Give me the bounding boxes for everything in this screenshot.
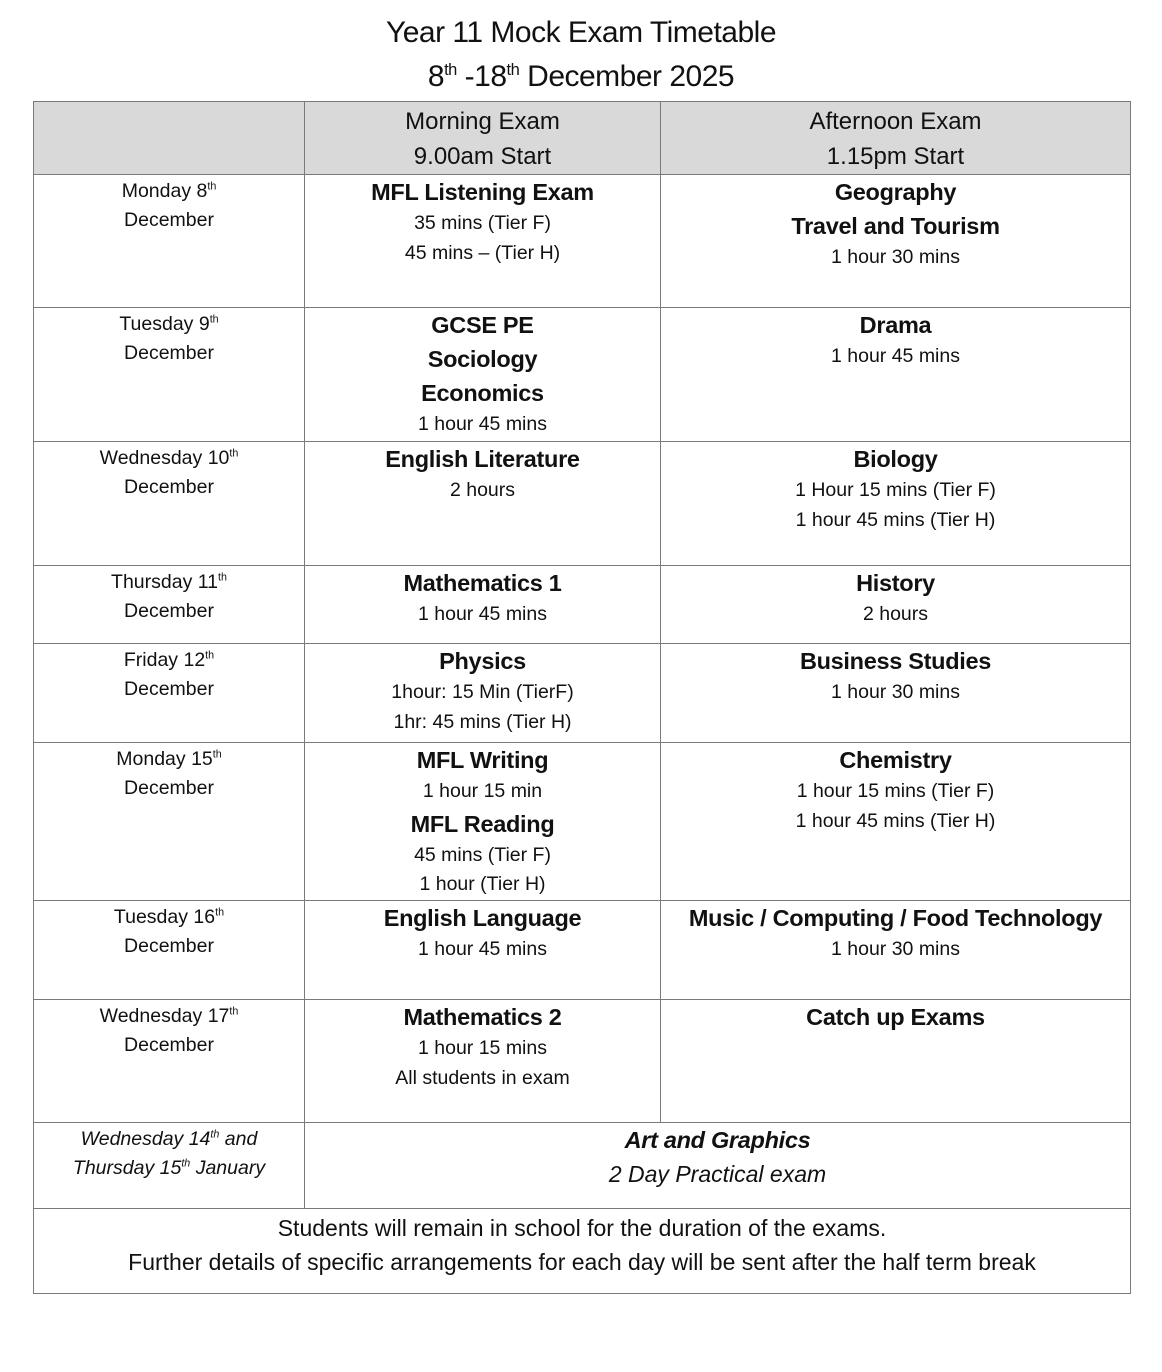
- table-row: [34, 901, 1131, 1000]
- morning-exam-cell: [305, 644, 661, 743]
- exam-duration: 35 mins (Tier F): [414, 212, 551, 234]
- day-ordinal-suffix: th: [205, 649, 215, 662]
- afternoon-exam-cell: [661, 1000, 1131, 1123]
- exam-duration: 1 hour 45 mins (Tier H): [795, 809, 996, 832]
- exam-duration: 1 hour (Tier H): [419, 873, 546, 895]
- day-month: December: [124, 1034, 214, 1056]
- table-row: [34, 308, 1131, 442]
- date-end-suffix: th: [506, 61, 520, 79]
- day-cell: [34, 175, 305, 308]
- exam-subject: MFL Reading: [410, 810, 555, 837]
- afternoon-exam-cell: [661, 566, 1131, 644]
- exam-duration: 1hour: 15 Min (TierF): [391, 681, 574, 703]
- day-weekday: [34, 444, 304, 473]
- exam-subject: History: [856, 570, 935, 596]
- day-cell: [34, 442, 305, 566]
- art-exam-cell: [305, 1123, 1131, 1209]
- day-weekday: [34, 903, 304, 932]
- exam-subject: MFL Listening Exam: [371, 179, 594, 205]
- day-weekday: [34, 646, 304, 675]
- exam-subject: Physics: [439, 648, 526, 674]
- art-day-2-date: Thursday 15: [72, 1157, 182, 1179]
- day-cell: [34, 644, 305, 743]
- exam-duration: 1 hour 15 min: [422, 780, 543, 802]
- day-month: December: [124, 209, 214, 231]
- exam-subject: Drama: [859, 312, 932, 338]
- art-exam-detail: 2 Day Practical exam: [608, 1161, 827, 1187]
- exam-duration: 1 hour 15 mins: [418, 1037, 547, 1059]
- morning-exam-cell: [305, 743, 661, 901]
- day-date: Tuesday 16: [113, 906, 216, 928]
- art-day-2-month: January: [190, 1157, 266, 1179]
- afternoon-exam-cell: [661, 442, 1131, 566]
- day-ordinal-suffix: th: [229, 1005, 239, 1018]
- day-date: Wednesday 17: [99, 1005, 230, 1027]
- afternoon-exam-cell: [661, 743, 1131, 901]
- day-cell: [34, 566, 305, 644]
- header-afternoon: [661, 102, 1131, 175]
- table-row: [34, 1000, 1131, 1123]
- morning-exam-cell: [305, 566, 661, 644]
- exam-duration: 1 hour 30 mins: [831, 938, 960, 960]
- date-month-year: December 2025: [519, 60, 735, 93]
- exam-duration: 1hr: 45 mins (Tier H): [393, 710, 572, 733]
- day-cell: [34, 308, 305, 442]
- morning-exam-cell: [305, 308, 661, 442]
- day-weekday: [34, 745, 304, 774]
- day-cell: [34, 901, 305, 1000]
- exam-duration: 45 mins – (Tier H): [404, 241, 561, 264]
- footer-line-1: Students will remain in school for the duration of the exams.: [277, 1215, 887, 1241]
- afternoon-start-time: 1.15pm Start: [826, 143, 965, 170]
- exam-duration: 2 hours: [862, 603, 929, 625]
- art-day-1-suffix: th: [210, 1128, 220, 1141]
- morning-exam-cell: [305, 442, 661, 566]
- day-cell: [34, 743, 305, 901]
- day-date: Friday 12: [123, 649, 206, 671]
- day-weekday: [34, 177, 304, 206]
- day-date: Thursday 11: [111, 571, 218, 593]
- day-date: Monday 15: [116, 748, 213, 770]
- exam-timetable: [33, 101, 1131, 1294]
- afternoon-label: Afternoon Exam: [809, 108, 982, 135]
- date-end: -18: [456, 60, 507, 93]
- day-weekday: [34, 310, 304, 339]
- day-ordinal-suffix: th: [229, 447, 239, 460]
- exam-subject: Mathematics 1: [403, 570, 562, 596]
- morning-label: Morning Exam: [405, 108, 560, 135]
- exam-subject: Chemistry: [839, 747, 952, 773]
- morning-exam-cell: [305, 1000, 661, 1123]
- day-date: Wednesday 10: [99, 447, 230, 469]
- exam-duration: 1 hour 45 mins: [831, 345, 960, 367]
- afternoon-exam-cell: [661, 308, 1131, 442]
- art-day-1-and: and: [219, 1128, 258, 1150]
- exam-duration: 1 hour 45 mins: [418, 603, 547, 625]
- header-blank-cell: [34, 102, 305, 175]
- art-day-1-date: Wednesday 14: [80, 1128, 211, 1150]
- morning-exam-cell: [305, 901, 661, 1000]
- afternoon-exam-cell: [661, 175, 1131, 308]
- exam-duration: 1 Hour 15 mins (Tier F): [795, 479, 996, 501]
- footer-note: [34, 1209, 1131, 1294]
- afternoon-exam-cell: [661, 644, 1131, 743]
- art-day-1: [34, 1125, 304, 1154]
- day-weekday: [34, 568, 304, 597]
- exam-subject: Catch up Exams: [806, 1004, 985, 1030]
- exam-subject: Business Studies: [799, 648, 992, 674]
- exam-subject: MFL Writing: [416, 747, 549, 773]
- exam-subject: Music / Computing / Food Technology: [688, 905, 1103, 931]
- page-subtitle-dates: [0, 60, 1162, 94]
- table-row: [34, 743, 1131, 901]
- day-ordinal-suffix: th: [215, 906, 225, 919]
- exam-duration: 2 hours: [449, 479, 516, 501]
- exam-subject: Biology: [853, 446, 938, 472]
- day-ordinal-suffix: th: [209, 313, 219, 326]
- morning-start-time: 9.00am Start: [413, 143, 552, 170]
- exam-subject: GCSE PE: [431, 312, 534, 338]
- footer-row: [34, 1209, 1131, 1294]
- day-weekday: [34, 1002, 304, 1031]
- art-day-2: [34, 1154, 304, 1183]
- day-cell: [34, 1000, 305, 1123]
- day-ordinal-suffix: th: [212, 748, 222, 761]
- table-row: [34, 566, 1131, 644]
- table-row: [34, 644, 1131, 743]
- exam-duration: 45 mins (Tier F): [414, 843, 551, 866]
- exam-subject: English Literature: [385, 446, 580, 472]
- art-exam-days: [34, 1123, 305, 1209]
- exam-duration: 1 hour 45 mins (Tier H): [795, 508, 996, 531]
- page-title: Year 11 Mock Exam Timetable: [385, 16, 777, 49]
- table-row: [34, 442, 1131, 566]
- day-month: December: [124, 600, 214, 622]
- exam-duration: 1 hour 45 mins: [418, 413, 547, 435]
- day-date: Monday 8: [121, 180, 208, 202]
- day-ordinal-suffix: th: [207, 180, 217, 193]
- exam-duration: 1 hour 30 mins: [831, 246, 960, 268]
- art-day-2-suffix: th: [181, 1157, 191, 1170]
- day-month: December: [124, 935, 214, 957]
- exam-duration: All students in exam: [395, 1066, 570, 1089]
- art-exam-row: [34, 1123, 1131, 1209]
- art-exam-subject: Art and Graphics: [624, 1127, 811, 1153]
- exam-subject: English Language: [383, 905, 582, 931]
- header-row: [34, 102, 1131, 175]
- date-start-suffix: th: [444, 61, 457, 79]
- header-morning: [305, 102, 661, 175]
- footer-line-2: Further details of specific arrangements for each day will be sent after the half term break: [128, 1249, 1036, 1275]
- exam-duration: 1 hour 15 mins (Tier F): [796, 780, 995, 802]
- day-date: Tuesday 9: [119, 313, 210, 335]
- exam-duration: 1 hour 45 mins: [418, 938, 547, 960]
- morning-exam-cell: [305, 175, 661, 308]
- exam-subject: Travel and Tourism: [791, 213, 1000, 239]
- exam-subject: Mathematics 2: [403, 1004, 562, 1030]
- day-month: December: [124, 678, 214, 700]
- exam-subject: Sociology: [427, 346, 538, 372]
- exam-subject: Economics: [421, 380, 544, 406]
- exam-subject: Geography: [834, 179, 957, 205]
- day-month: December: [124, 777, 214, 799]
- day-month: December: [124, 342, 214, 364]
- exam-duration: 1 hour 30 mins: [831, 681, 960, 703]
- date-start: 8: [427, 60, 445, 93]
- table-row: [34, 175, 1131, 308]
- afternoon-exam-cell: [661, 901, 1131, 1000]
- day-month: December: [124, 476, 214, 498]
- day-ordinal-suffix: th: [218, 571, 227, 584]
